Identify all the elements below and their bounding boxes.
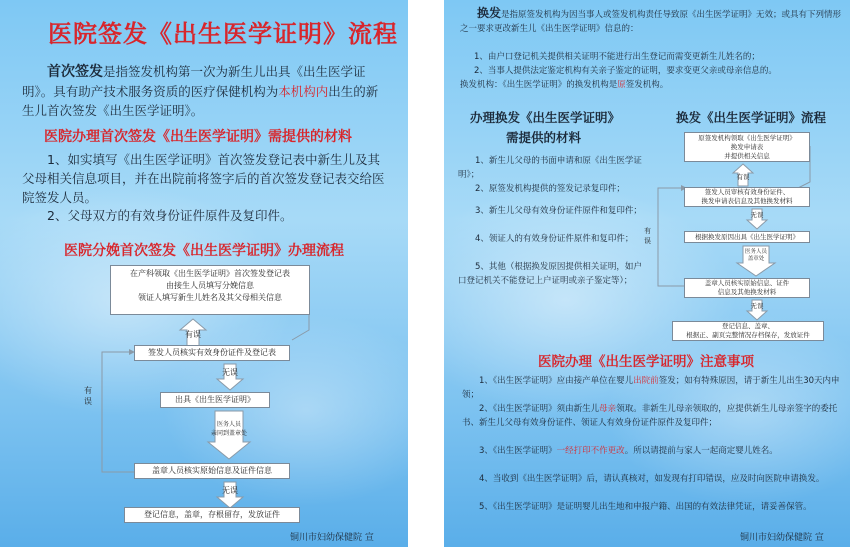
reissue-error-arrow [732, 163, 754, 187]
left-error-arrow [178, 318, 208, 348]
left-flow-step-4: 盖章人员核实原始信息及证件信息 [134, 463, 290, 479]
reissue-ok-label-1: 无误 [750, 211, 764, 219]
reissue-materials-title: 办理换发《出生医学证明》 [470, 110, 621, 125]
note-5: 5、《出生医学证明》是证明婴儿出生地和申报户籍、出国的有效法律凭证，请妥善保管。 [479, 502, 812, 512]
reissue-material-2: 2、原签发机构提供的签发记录复印件； [475, 184, 625, 194]
left-poster-panel [0, 0, 408, 547]
reissue-materials-subtitle: 需提供的材料 [506, 130, 582, 145]
reissue-material-4: 4、领证人的有效身份证件原件和复印件； [475, 234, 634, 244]
note-1-red: 出院前 [633, 376, 659, 386]
left-flow-step-5: 登记信息，盖章，存根留存，发放证件 [124, 507, 300, 523]
reissue-material-1: 1、新生儿父母的书面申请和原《出生医学证明》； [458, 156, 642, 180]
note-2-b: 领取。非新生儿母亲领取的，应提供新生儿母亲签字的委托书、新生儿父母有效身份证件、领证人有效身份证件原件及复印件； [462, 404, 838, 428]
note-1 [462, 374, 840, 402]
left-flow-step-2: 签发人员核实有效身份证件及登记表 [134, 345, 290, 361]
right-footer: 铜川市妇幼保健院 宣 [740, 533, 824, 543]
left-footer: 铜川市妇幼保健院 宣 [290, 533, 374, 543]
left-ok-label-1: 无误 [222, 368, 238, 377]
first-issue-term: 首次签发 [47, 64, 103, 80]
notes-title: 医院办理《出生医学证明》注意事项 [538, 354, 754, 370]
reissue-flow-step-4 [684, 278, 810, 298]
left-ok-label-2: 无误 [222, 486, 238, 495]
first-issue-highlight: 本机构内 [278, 84, 329, 99]
reissue-ok-arrow-2 [746, 299, 768, 321]
note-4: 4、当收到《出生医学证明》后，请认真核对，如发现有打印错误，应及时向医院申请换发。 [479, 474, 825, 484]
reissue-flow-title: 换发《出生医学证明》流程 [676, 110, 827, 125]
first-issue-text-1: 是指签发机构第一次为新生儿出具《出生医学证明》。具有助产技术服务资质的医疗保健机构为 [22, 64, 366, 99]
left-side-error-label: 有误 [84, 386, 92, 406]
reissue-flow-step-4-line-1: 盖章人员核实原始信息、证件 [704, 279, 790, 287]
reissue-flow-step-2-line-1: 签发人员审核有效身份证件、 [704, 188, 790, 196]
left-flow-step-1-line-1: 在产科领取《出生医学证明》首次签发登记表 [130, 269, 290, 278]
reissue-item-3-b: 签发机构。 [625, 80, 669, 90]
note-3-a: 3、《出生医学证明》 [479, 446, 557, 456]
note-2-a: 2、《出生医学证明》须由新生儿 [479, 404, 600, 414]
material-item-1: 1、如实填写《出生医学证明》首次签发登记表中新生儿及其父母相关信息项目，并在出院前将签字后的首次签发登记表交给医院签发人员。 [22, 152, 385, 205]
reissue-item-3-a: 换发机构：《出生医学证明》的换发机构是 [460, 80, 618, 90]
note-2-red: 母亲 [599, 404, 617, 414]
left-note-arrow [207, 410, 251, 460]
first-issue-text-2: 出生的新生儿首次签发《出生医学证明》。 [22, 84, 379, 118]
reissue-ok-label-2: 无误 [750, 302, 764, 310]
reissue-flow-step-2-line-2: 换发申请表信息及其他换发材料 [701, 197, 793, 205]
left-note-label: 医务人员 亲同到盖章处 [211, 421, 248, 437]
reissue-flow-step-1 [684, 132, 810, 162]
reissue-flow-step-1-line-1: 原签发机构领取《出生医学证明》 [698, 134, 796, 142]
reissue-flow-step-5-line-2: 根据正、副页完整情况存档保存，发放证件 [686, 331, 810, 339]
reissue-term: 换发 [477, 6, 502, 20]
left-flow-title: 医院分娩首次签发《出生医学证明》办理流程 [64, 243, 344, 259]
reissue-material-3: 3、新生儿父母有效身份证件原件和复印件； [475, 206, 642, 216]
left-flow-step-1 [110, 265, 310, 315]
right-flow-connectors [444, 0, 850, 547]
reissue-item-3-red: 原 [617, 80, 626, 90]
reissue-item-2: 2、当事人提供法定鉴定机构有关亲子鉴定的证明，要求变更父亲或母亲信息的。 [474, 66, 777, 76]
reissue-flow-step-5 [672, 321, 824, 341]
note-2 [462, 402, 840, 430]
left-error-label-1: 有误 [185, 330, 201, 339]
reissue-flow-step-1-line-3: 并提供相关信息 [724, 152, 770, 160]
reissue-note-label: 医务人员 盖章处 [744, 249, 767, 262]
note-1-b: 签发；如有特殊原因，请于新生儿出生30天内申领； [462, 376, 840, 400]
reissue-note-arrow [736, 245, 776, 277]
material-item-2: 2、父母双方的有效身份证件原件及复印件。 [47, 208, 293, 223]
reissue-error-label-1: 有误 [736, 173, 750, 181]
note-3 [462, 444, 840, 458]
left-title: 医院签发《出生医学证明》流程 [48, 20, 398, 48]
note-3-b: 。所以请提前与家人一起商定婴儿姓名。 [624, 446, 778, 456]
reissue-flow-step-4-line-2: 信息及其他换发材料 [717, 288, 777, 296]
left-ok-arrow-2 [215, 481, 245, 509]
reissue-flow-step-3: 根据换发原因出具《出生医学证明》 [684, 231, 810, 243]
reissue-material-5: 5、其他（根据换发原因提供相关证明，如户口登记机关不能登记上户证明或亲子鉴定等）； [458, 262, 642, 286]
right-poster-panel [444, 0, 850, 547]
note-3-red: 一经打印不作更改 [556, 446, 625, 456]
left-ok-arrow-1 [215, 363, 245, 391]
reissue-ok-arrow-1 [746, 208, 768, 230]
left-flow-step-1-line-2: 由接生人员填写分娩信息 [166, 281, 254, 290]
reissue-flow-step-5-line-1: 登记信息、盖章、 [722, 322, 774, 330]
materials-title: 医院办理首次签发《出生医学证明》需提供的材料 [44, 129, 352, 145]
left-flow-step-3: 出具《出生医学证明》 [160, 392, 270, 408]
reissue-side-error-label: 有误 [644, 227, 651, 245]
note-1-a: 1、《出生医学证明》应由接产单位在婴儿 [479, 376, 634, 386]
left-flow-step-1-line-3: 领证人填写新生儿姓名及其父母相关信息 [138, 293, 282, 302]
reissue-flow-step-1-line-2: 换发申请表 [730, 143, 764, 151]
reissue-intro-text: 是指原签发机构为因当事人或签发机构责任导致原《出生医学证明》无效；或具有下列情形之一要求更改新生儿《出生医学证明》信息的： [460, 10, 842, 34]
reissue-flow-step-2 [684, 187, 810, 207]
reissue-item-1: 1、由户口登记机关提供相关证明不能进行出生登记而需变更新生儿姓名的； [474, 52, 760, 62]
